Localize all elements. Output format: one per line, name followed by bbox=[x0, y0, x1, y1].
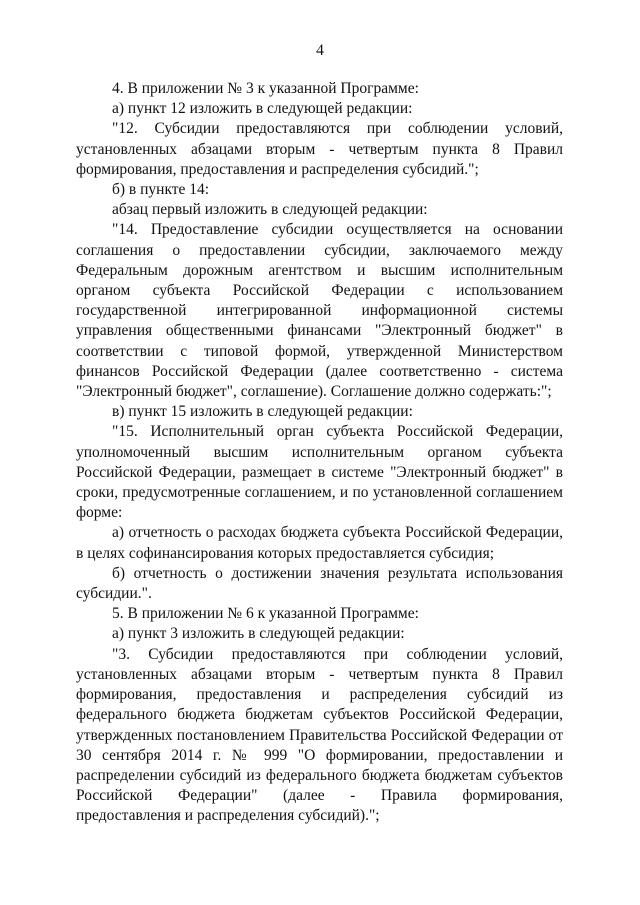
paragraph: б) отчетность о достижении значения результата использования субсидии.". bbox=[76, 564, 563, 603]
paragraph: а) пункт 12 изложить в следующей редакции: bbox=[112, 100, 413, 118]
paragraph: б) в пункте 14: bbox=[112, 181, 210, 199]
paragraph: а) отчетность о расходах бюджета субъекта Российской Федерации, в целях софинансирования которых предоставляется субсидия; bbox=[76, 524, 563, 562]
paragraph: 4. В приложении № 3 к указанной Программе: bbox=[112, 80, 419, 97]
document-body bbox=[76, 79, 563, 827]
paragraph: "15. Исполнительный орган субъекта Российской Федерации, уполномоченный высшим исполнительным органом субъекта Российской Федерации, размещает в системе "Электронный бюджет" в сроки, предусмотренные соглашением, и по установленной соглашением форме: bbox=[76, 423, 563, 522]
paragraph: 5. В приложении № 6 к указанной Программе: bbox=[112, 605, 419, 623]
page-number: 4 bbox=[316, 42, 324, 59]
paragraph: абзац первый изложить в следующей редакции: bbox=[112, 201, 428, 219]
paragraph: а) пункт 3 изложить в следующей редакции: bbox=[112, 625, 405, 643]
paragraph: в) пункт 15 изложить в следующей редакции: bbox=[112, 403, 413, 421]
paragraph: "14. Предоставление субсидии осуществляется на основании соглашения о предоставлении субсидии, заключаемого между Федеральным дорожным агентством и высшим исполнительным органом субъекта Российской Федерации с использованием государственной интегрированной информационной системы управления общественными финансами "Электронный бюджет" в соответствии с типовой формой, утвержденной Министерством финансов Российской Федерации (далее соответственно - система "Электронный бюджет", соглашение). Соглашение должно содержать:"; bbox=[76, 221, 563, 401]
paragraph: "3. Субсидии предоставляются при соблюдении условий, установленных абзацами вторым - четвертым пункта 8 Правил формирования, предоставления и распределения субсидий из федерального бюджета бюджетам субъектов Российской Федерации, утвержденных постановлением Правительства Российской Федерации от 30 сентября 2014 г. № 999 "О формировании, предоставлении и распределении субсидий из федерального бюджета бюджетам субъектов Российской Федерации" (далее - Правила формирования, предоставления и распределения субсидий)."; bbox=[76, 645, 563, 825]
paragraph: "12. Субсидии предоставляются при соблюдении условий, установленных абзацами вторым - четвертым пункта 8 Правил формирования, предоставления и распределения субсидий."; bbox=[76, 120, 563, 178]
